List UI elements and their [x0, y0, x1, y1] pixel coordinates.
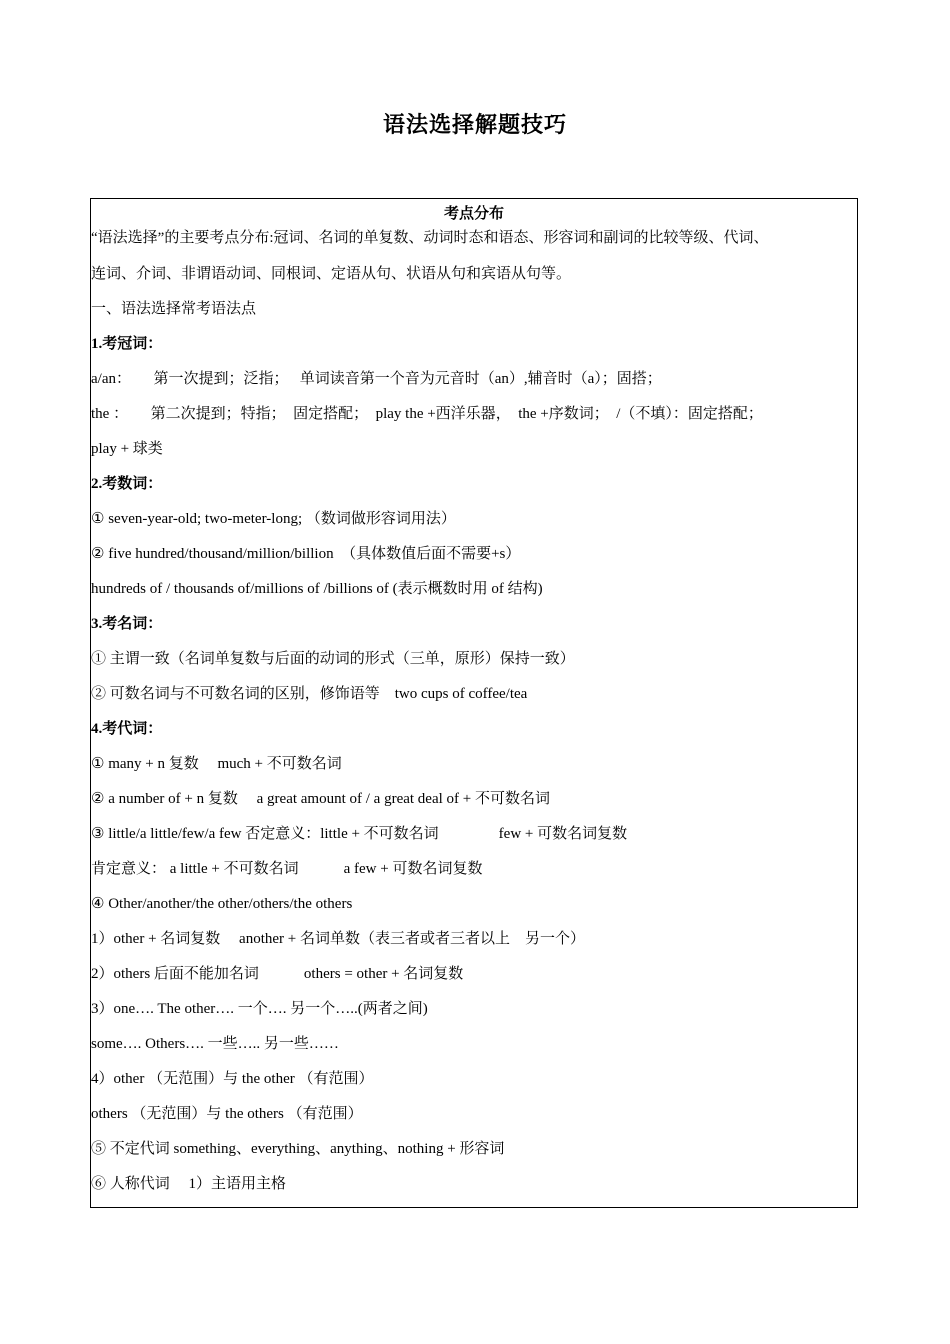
text-line: “语法选择”的主要考点分布:冠词、名词的单复数、动词时态和语态、形容词和副词的比较等级、代词、	[91, 230, 769, 246]
text-line: some…. Others…. 一些….. 另一些……	[91, 1036, 339, 1052]
text-line: ② 可数名词与不可数名词的区别，修饰语等 two cups of coffee/tea	[91, 686, 528, 702]
topic-heading: 4.考代词：	[91, 721, 163, 737]
text-line: 2）others 后面不能加名词 others = other + 名词复数	[91, 966, 464, 982]
text-line: ⑥ 人称代词 1）主语用主格	[91, 1176, 287, 1192]
topic-heading: 2.考数词：	[91, 476, 163, 492]
document-title: 语法选择解题技巧	[382, 112, 567, 137]
text-line: hundreds of / thousands of/millions of /billions of (表示概数时用 of 结构)	[91, 581, 543, 597]
text-line: 1）other + 名词复数 another + 名词单数（表三者或者三者以上 另一个）	[91, 931, 585, 947]
section-heading: 一、语法选择常考语法点	[91, 301, 257, 317]
text-line: ② five hundred/thousand/million/billion （具体数值后面不需要+s）	[91, 546, 521, 562]
box-heading: 考点分布	[443, 206, 504, 222]
text-line: ③ little/a little/few/a few 否定意义：little + 不可数名词 few + 可数名词复数	[91, 826, 628, 842]
text-line: ④ Other/another/the other/others/the others	[91, 896, 353, 912]
text-line: the ： 第二次提到；特指； 固定搭配； play the +西洋乐器， the +序数词； /（不填）：固定搭配；	[91, 406, 763, 422]
text-line: others （无范围）与 the others （有范围）	[91, 1106, 363, 1122]
content-lines	[91, 224, 857, 1202]
text-line: 连词、介词、非谓语动词、同根词、定语从句、状语从句和宾语从句等。	[91, 266, 572, 282]
text-line: ⑤ 不定代词 something、everything、anything、nothing + 形容词	[91, 1141, 505, 1157]
text-line: ① many + n 复数 much + 不可数名词	[91, 756, 342, 772]
topic-heading: 1.考冠词：	[91, 336, 163, 352]
text-line: play + 球类	[91, 441, 163, 457]
text-line: ① 主谓一致（名词单复数与后面的动词的形式（三单，原形）保持一致）	[91, 651, 575, 667]
text-line: ② a number of + n 复数 a great amount of / a great deal of + 不可数名词	[91, 791, 550, 807]
text-line: ① seven-year-old; two-meter-long; （数词做形容词用法）	[91, 511, 456, 527]
text-line: 肯定意义： a little + 不可数名词 a few + 可数名词复数	[91, 861, 483, 877]
text-line: 4）other （无范围）与 the other （有范围）	[91, 1071, 374, 1087]
content-box	[90, 198, 858, 1208]
text-line: 3）one…. The other…. 一个…. 另一个…..(两者之间)	[91, 1001, 428, 1017]
text-line: a/an： 第一次提到；泛指； 单词读音第一个音为元音时（an）,辅音时（a）；固搭；	[91, 371, 662, 387]
topic-heading: 3.考名词：	[91, 616, 163, 632]
